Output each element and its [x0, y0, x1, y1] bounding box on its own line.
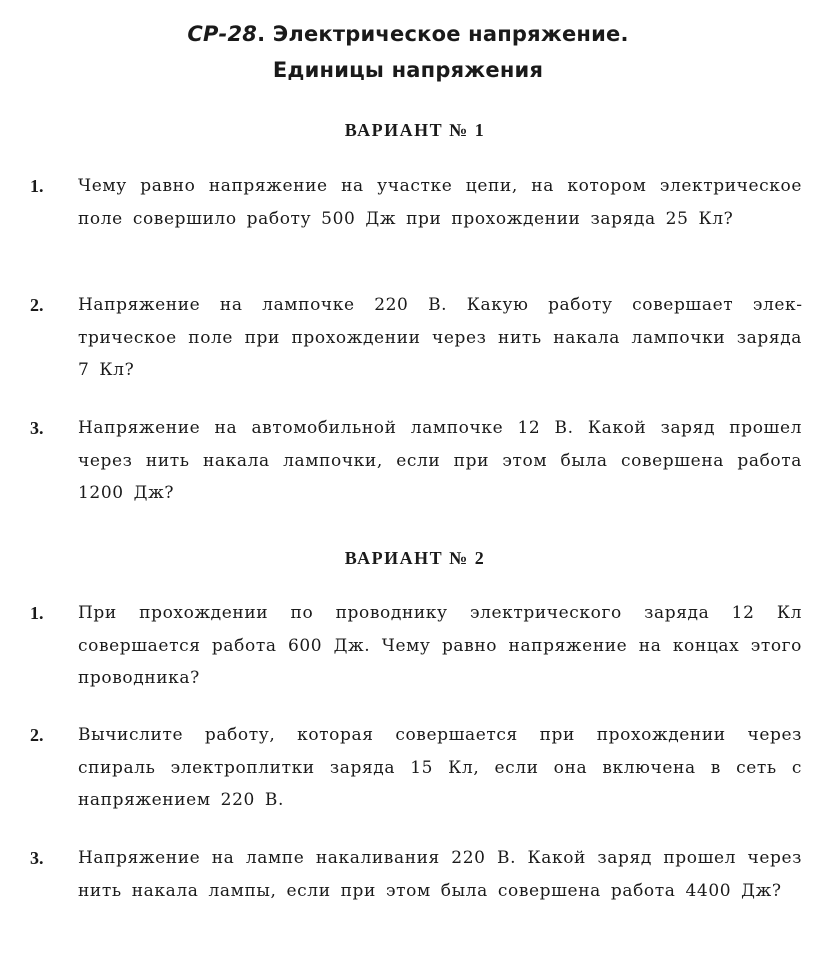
problem-number: 2. [30, 725, 44, 745]
problem-number: 1. [30, 176, 44, 196]
problem-text: Чему равно напряжение на участке цепи, на котором электрическое поле совершило работу 500 Дж при прохождении заряда 25 Кл? [78, 176, 802, 229]
variant-2-heading: ВАРИАНТ № 2 [344, 548, 486, 568]
problem-text: При прохождении по проводнику электрического заряда 12 Кл совершается работа 600 Дж. Чему равно напряжение на концах этого проводника? [78, 603, 802, 688]
problem-number: 3. [30, 418, 44, 438]
worksheet-code: СР-28 [187, 22, 258, 46]
problem-text: Напряжение на лампочке 220 В. Какую работу совершает электрическое поле при прохождении через нить накала лампочки заряда 7 Кл? [78, 295, 802, 380]
problem-number: 1. [30, 603, 44, 623]
problem-text: Вычислите работу, которая совершается при прохождении через спираль электроплитки заряда 15 Кл, если она включена в сеть с напряжением 220 В. [78, 725, 802, 810]
problem-text: Напряжение на лампе накаливания 220 В. Какой заряд прошел через нить накала лампы, если при этом была совершена работа 4400 Дж? [78, 848, 802, 901]
worksheet-title-text: . Электрическое напряжение. [257, 22, 629, 46]
variant-1-heading: ВАРИАНТ № 1 [344, 120, 486, 140]
worksheet-subtitle: Единицы напряжения [272, 58, 544, 82]
problem-text: Напряжение на автомобильной лампочке 12 В. Какой заряд прошел через нить накала лампочки, если при этом была совершена работа 1200 Дж? [78, 418, 802, 503]
problem-number: 3. [30, 848, 44, 868]
problem-number: 2. [30, 295, 44, 315]
worksheet-title [0, 22, 816, 46]
